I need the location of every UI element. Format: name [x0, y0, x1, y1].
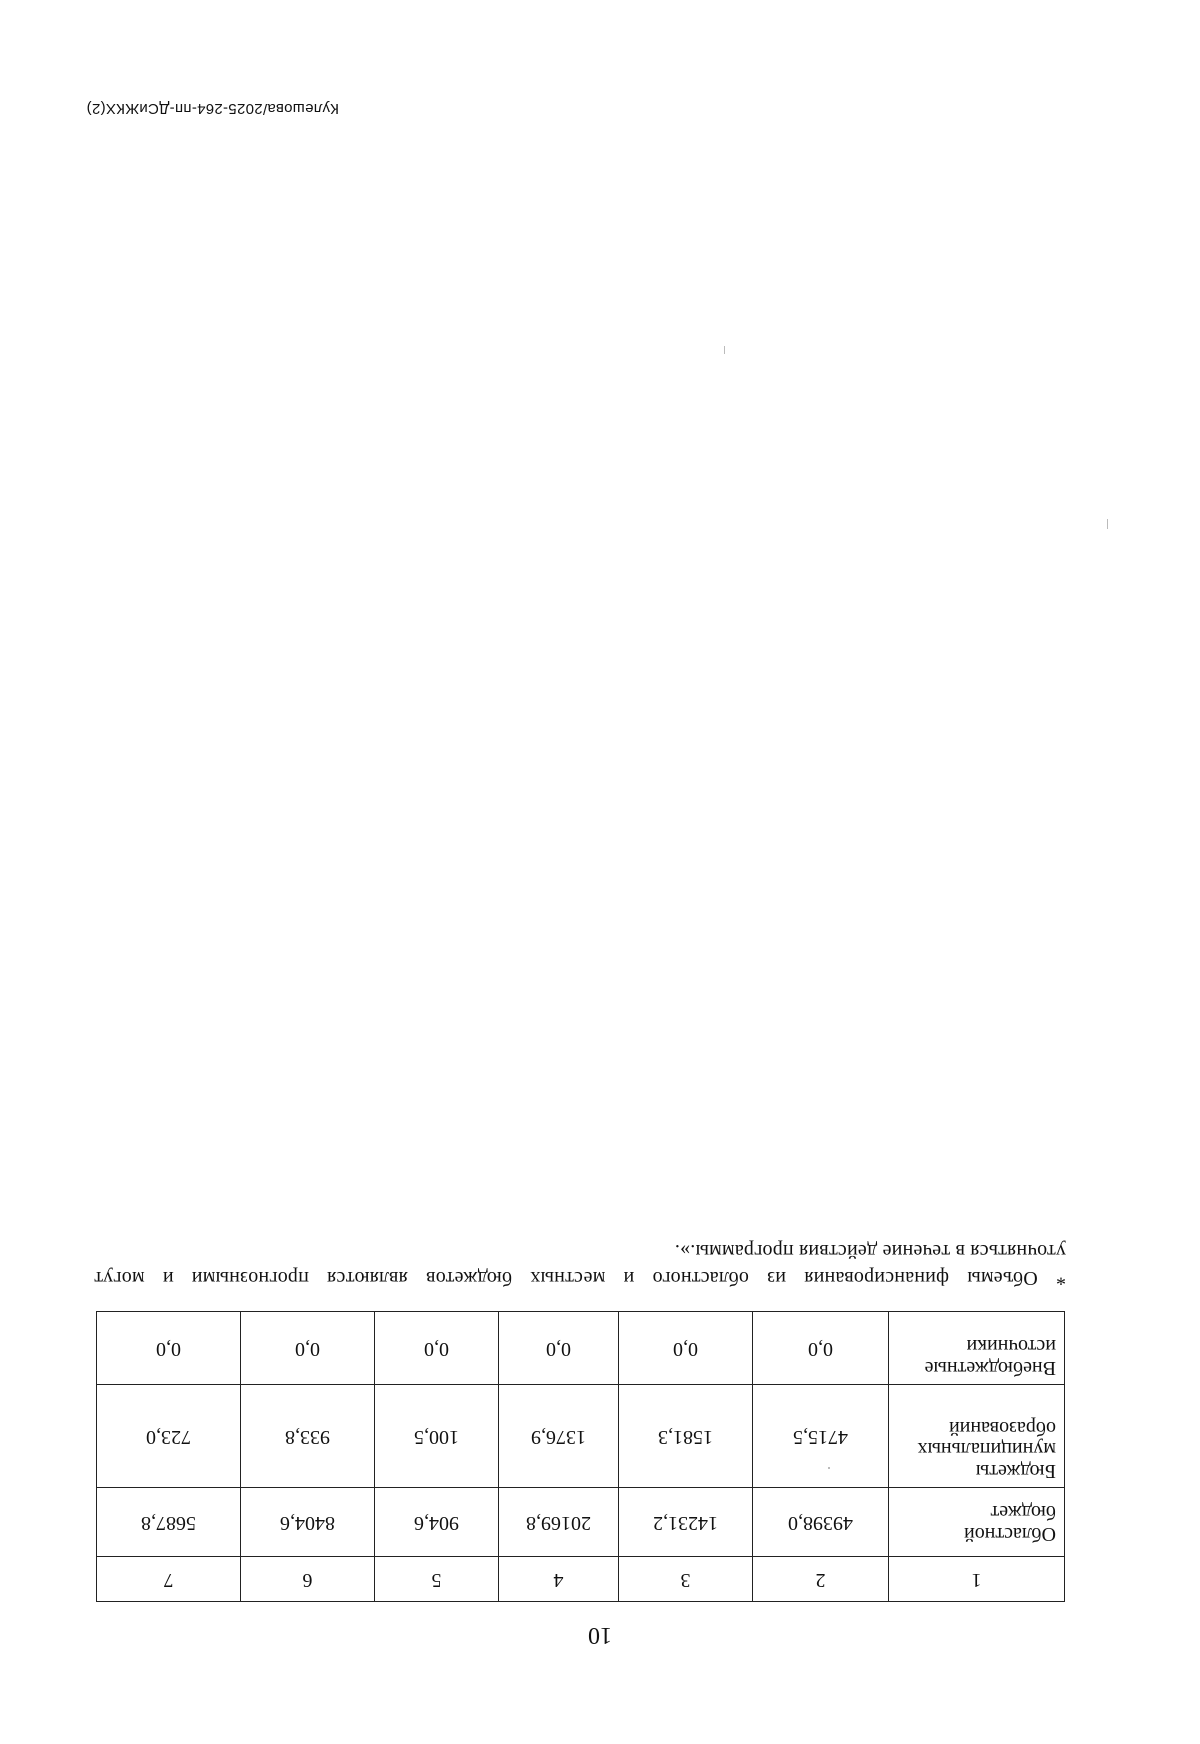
page-number: 10 — [588, 1622, 612, 1648]
row-label: Областной бюджет — [889, 1488, 1065, 1557]
table-cell: 0,0 — [619, 1312, 753, 1385]
row-label: Внебюджетные источники — [889, 1312, 1065, 1385]
table-cell: 14231,2 — [619, 1488, 753, 1557]
table-header-row — [97, 1557, 1065, 1602]
document-code: Кулешова/2025-264-пп-ДСиЖКХ(2) — [86, 100, 339, 117]
header-cell: 4 — [499, 1557, 619, 1602]
footnote — [94, 1237, 1066, 1291]
table-cell: 100,5 — [375, 1385, 499, 1488]
table-cell: 0,0 — [753, 1312, 889, 1385]
table-cell: 1376,9 — [499, 1385, 619, 1488]
financing-table — [96, 1311, 1065, 1602]
table-row-extrabudgetary-sources — [97, 1312, 1065, 1385]
scan-speck — [828, 1467, 830, 1469]
table-cell: 0,0 — [499, 1312, 619, 1385]
scan-speck — [1107, 519, 1108, 529]
table-cell: 0,0 — [241, 1312, 375, 1385]
table-row-municipal-budgets — [97, 1385, 1065, 1488]
table-cell: 8404,6 — [241, 1488, 375, 1557]
table-cell: 723,0 — [97, 1385, 241, 1488]
header-cell: 7 — [97, 1557, 241, 1602]
header-cell: 1 — [889, 1557, 1065, 1602]
footnote-line: уточняться в течение действия программы.». — [674, 1240, 1066, 1262]
scan-speck — [724, 346, 725, 354]
table-row-regional-budget — [97, 1488, 1065, 1557]
footnote-line: * Объемы финансирования из областного и местных бюджетов являются прогнозными и могут — [94, 1267, 1066, 1289]
table-cell: 933,8 — [241, 1385, 375, 1488]
header-cell: 6 — [241, 1557, 375, 1602]
table-cell: 1581,3 — [619, 1385, 753, 1488]
table-cell: 5687,8 — [97, 1488, 241, 1557]
table-cell: 0,0 — [375, 1312, 499, 1385]
header-cell: 3 — [619, 1557, 753, 1602]
header-cell: 5 — [375, 1557, 499, 1602]
table-cell: 49398,0 — [753, 1488, 889, 1557]
row-label: Бюджеты муниципальных образований — [889, 1385, 1065, 1488]
table-cell: 20169,8 — [499, 1488, 619, 1557]
table-cell: 4715,5 — [753, 1385, 889, 1488]
table-cell: 0,0 — [97, 1312, 241, 1385]
header-cell: 2 — [753, 1557, 889, 1602]
table-cell: 904,6 — [375, 1488, 499, 1557]
